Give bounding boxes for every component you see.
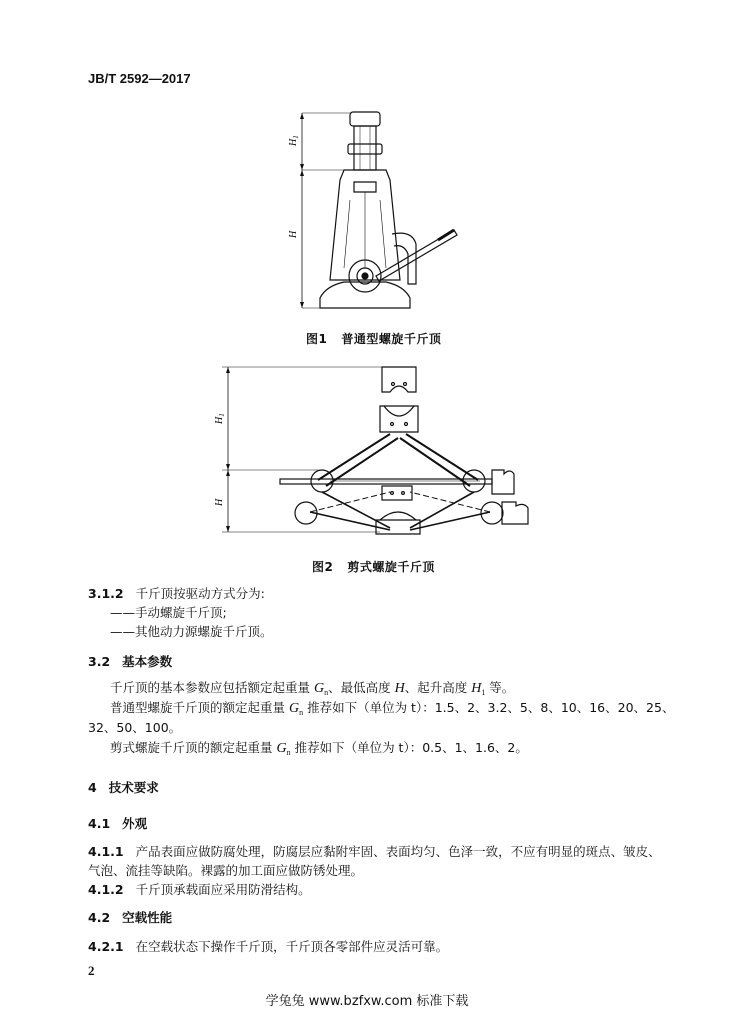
clause-number: 3.1.2 [88, 586, 124, 601]
section-number: 4 [88, 780, 97, 795]
fig1-label-h1: $H_1$ [288, 135, 300, 146]
fig2-label-h: H [214, 498, 225, 506]
paragraph-ordinary-capacity-cont: 32、50、100。 [88, 720, 182, 735]
clause-number: 4.2.1 [88, 939, 124, 954]
section-4-heading [88, 778, 159, 798]
section-title: 空载性能 [122, 910, 173, 925]
figure-2-caption [312, 558, 435, 575]
clause-text: 千斤顶承载面应采用防滑结构。 [135, 882, 311, 897]
standard-code: JB/T 2592—2017 [88, 71, 191, 86]
paragraph-scissor-capacity: 剪式螺旋千斤顶的额定起重量 $G_n$ 推荐如下（单位为 t）：0.5、1、1.6、2。 [110, 740, 528, 757]
figure-2-title: 剪式螺旋千斤顶 [347, 560, 435, 574]
clause-text: 产品表面应做防腐处理，防腐层应黏附牢固、表面均匀、色泽一致，不应有明显的斑点、皱皮、 [135, 844, 661, 859]
clause-4-1-1 [88, 842, 661, 862]
list-item: ——其他动力源螺旋千斤顶。 [110, 624, 273, 639]
section-3-2-heading [88, 652, 172, 672]
figure-1-number: 图1 [306, 332, 328, 346]
section-title: 技术要求 [108, 780, 159, 795]
fig1-label-h: H [288, 230, 299, 238]
clause-4-1-2 [88, 880, 311, 900]
clause-3-1-2 [88, 584, 265, 604]
section-4-1-heading [88, 814, 147, 834]
section-number: 3.2 [88, 654, 111, 669]
clause-number: 4.1.2 [88, 882, 124, 897]
clause-number: 4.1.1 [88, 844, 124, 859]
paragraph-ordinary-capacity: 普通型螺旋千斤顶的额定起重量 $G_n$ 推荐如下（单位为 t）：1.5、2、3.2、5、8、10、16、20、25、 [110, 700, 675, 717]
clause-text: 在空载状态下操作千斤顶，千斤顶各零部件应灵活可靠。 [135, 939, 449, 954]
footer-watermark: 学兔兔 www.bzfxw.com 标准下载 [265, 994, 469, 1009]
section-number: 4.1 [88, 816, 111, 831]
section-title: 外观 [122, 816, 148, 831]
section-4-2-heading [88, 908, 172, 928]
list-item: ——手动螺旋千斤顶; [110, 605, 227, 620]
clause-text: 千斤顶按驱动方式分为: [135, 586, 265, 601]
figure-2-number: 图2 [312, 560, 334, 574]
clause-4-2-1 [88, 937, 448, 957]
fig2-label-h1: $H_1$ [214, 413, 226, 424]
section-number: 4.2 [88, 910, 111, 925]
figure-1-title: 普通型螺旋千斤顶 [341, 332, 442, 346]
clause-4-1-1-cont: 气泡、流挂等缺陷。裸露的加工面应做防锈处理。 [88, 863, 364, 878]
figure-1-screw-jack-drawing [280, 108, 460, 318]
paragraph-basic-params: 千斤顶的基本参数应包括额定起重量 $G_n$、最低高度 H、起升高度 $H_1$ 等。 [110, 680, 515, 697]
figure-1-caption [306, 330, 441, 347]
figure-2-scissor-jack-drawing [200, 362, 540, 542]
section-title: 基本参数 [122, 654, 173, 669]
page-number: 2 [88, 963, 95, 978]
